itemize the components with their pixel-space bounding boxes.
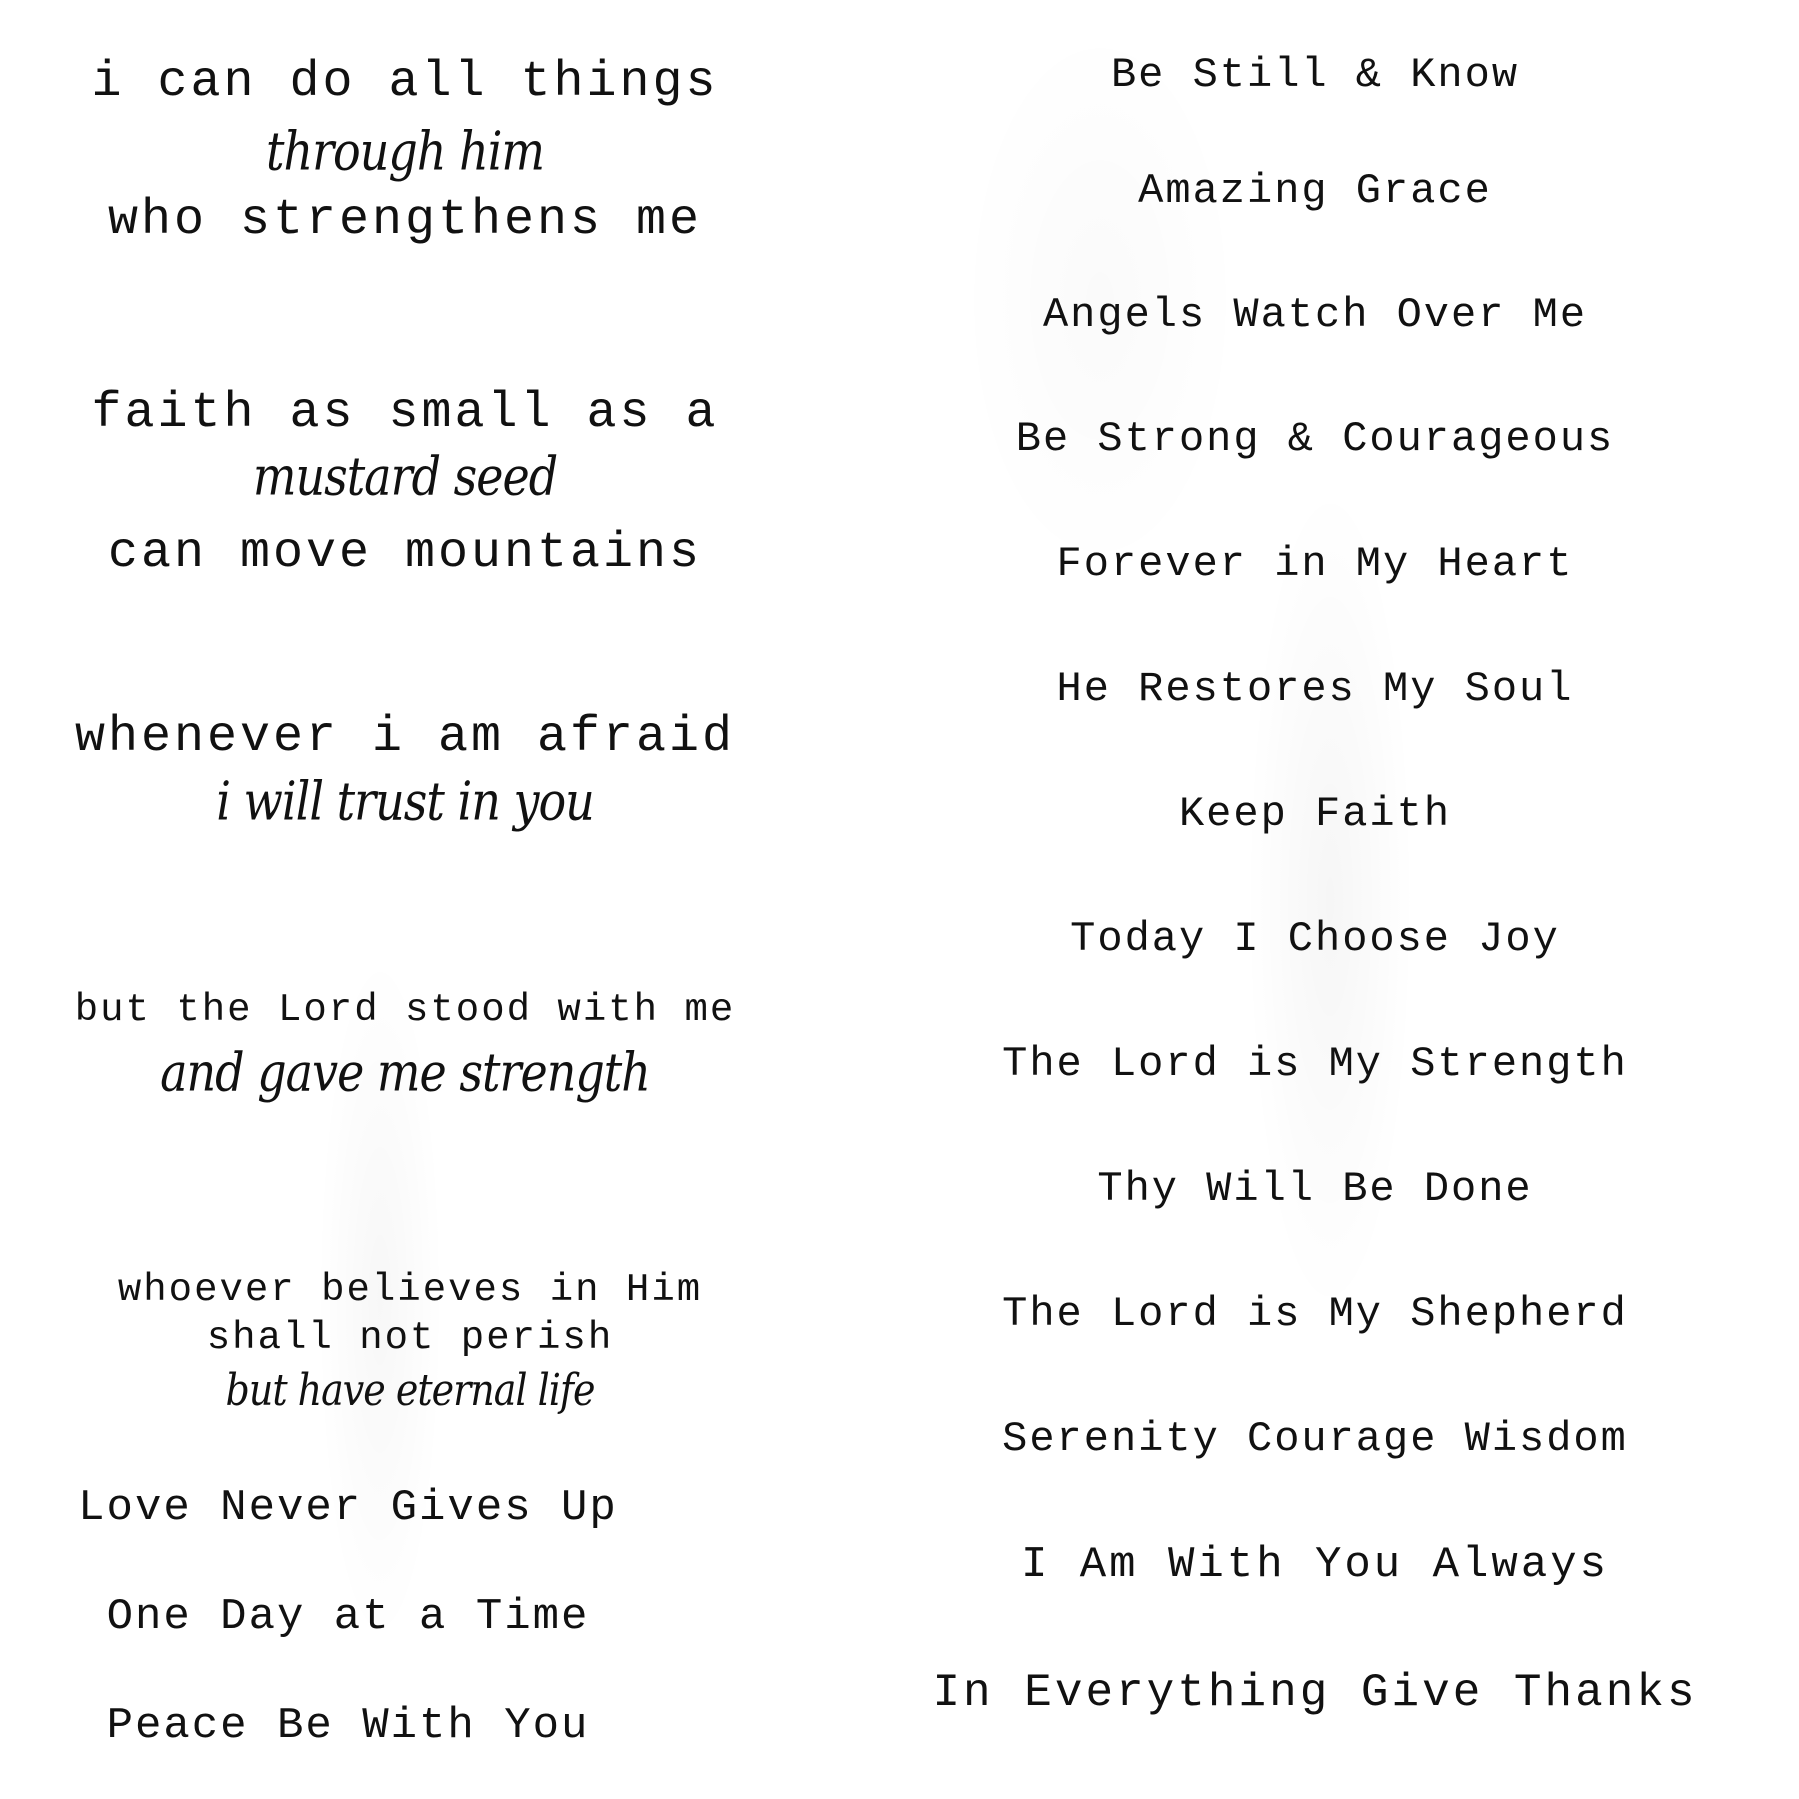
- right-phrase-8: Today I Choose Joy: [1070, 915, 1560, 963]
- right-phrase-1: Be Still & Know: [1110, 51, 1520, 99]
- right-phrase-12: Serenity Courage Wisdom: [1002, 1415, 1628, 1463]
- quote2-script: mustard seed: [252, 444, 558, 508]
- quote4-line1: but the Lord stood with me: [74, 988, 736, 1032]
- quote1-script: through him: [265, 119, 545, 183]
- quote1-line1: i can do all things: [91, 54, 719, 111]
- left-phrase-3: Peace Be With You: [106, 1701, 590, 1751]
- left-phrase-2: One Day at a Time: [106, 1592, 590, 1642]
- quote5-line2: shall not perish: [206, 1316, 614, 1360]
- right-phrase-13: I Am With You Always: [1020, 1540, 1610, 1590]
- right-phrase-7: Keep Faith: [1178, 790, 1452, 838]
- quote2-line2: can move mountains: [107, 525, 703, 582]
- right-phrase-3: Angels Watch Over Me: [1042, 291, 1588, 339]
- quote4-script: and gave me strength: [160, 1040, 650, 1104]
- right-phrase-14: In Everything Give Thanks: [932, 1667, 1698, 1719]
- right-phrase-9: The Lord is My Strength: [1002, 1040, 1628, 1088]
- quote1-line2: who strengthens me: [107, 192, 703, 249]
- quote5-script: but have eternal life: [225, 1364, 595, 1416]
- right-phrase-6: He Restores My Soul: [1056, 665, 1574, 713]
- right-phrase-5: Forever in My Heart: [1056, 540, 1574, 588]
- quote2-line1: faith as small as a: [91, 385, 719, 442]
- quote5-line1: whoever believes in Him: [117, 1268, 703, 1312]
- right-phrase-4: Be Strong & Courageous: [1015, 415, 1615, 463]
- right-phrase-2: Amazing Grace: [1138, 167, 1492, 215]
- right-phrase-10: Thy Will Be Done: [1097, 1165, 1533, 1213]
- quote3-script: i will trust in you: [216, 769, 594, 833]
- right-phrase-11: The Lord is My Shepherd: [1002, 1290, 1628, 1338]
- quote3-line1: whenever i am afraid: [74, 709, 736, 766]
- left-phrase-1: Love Never Gives Up: [78, 1483, 618, 1533]
